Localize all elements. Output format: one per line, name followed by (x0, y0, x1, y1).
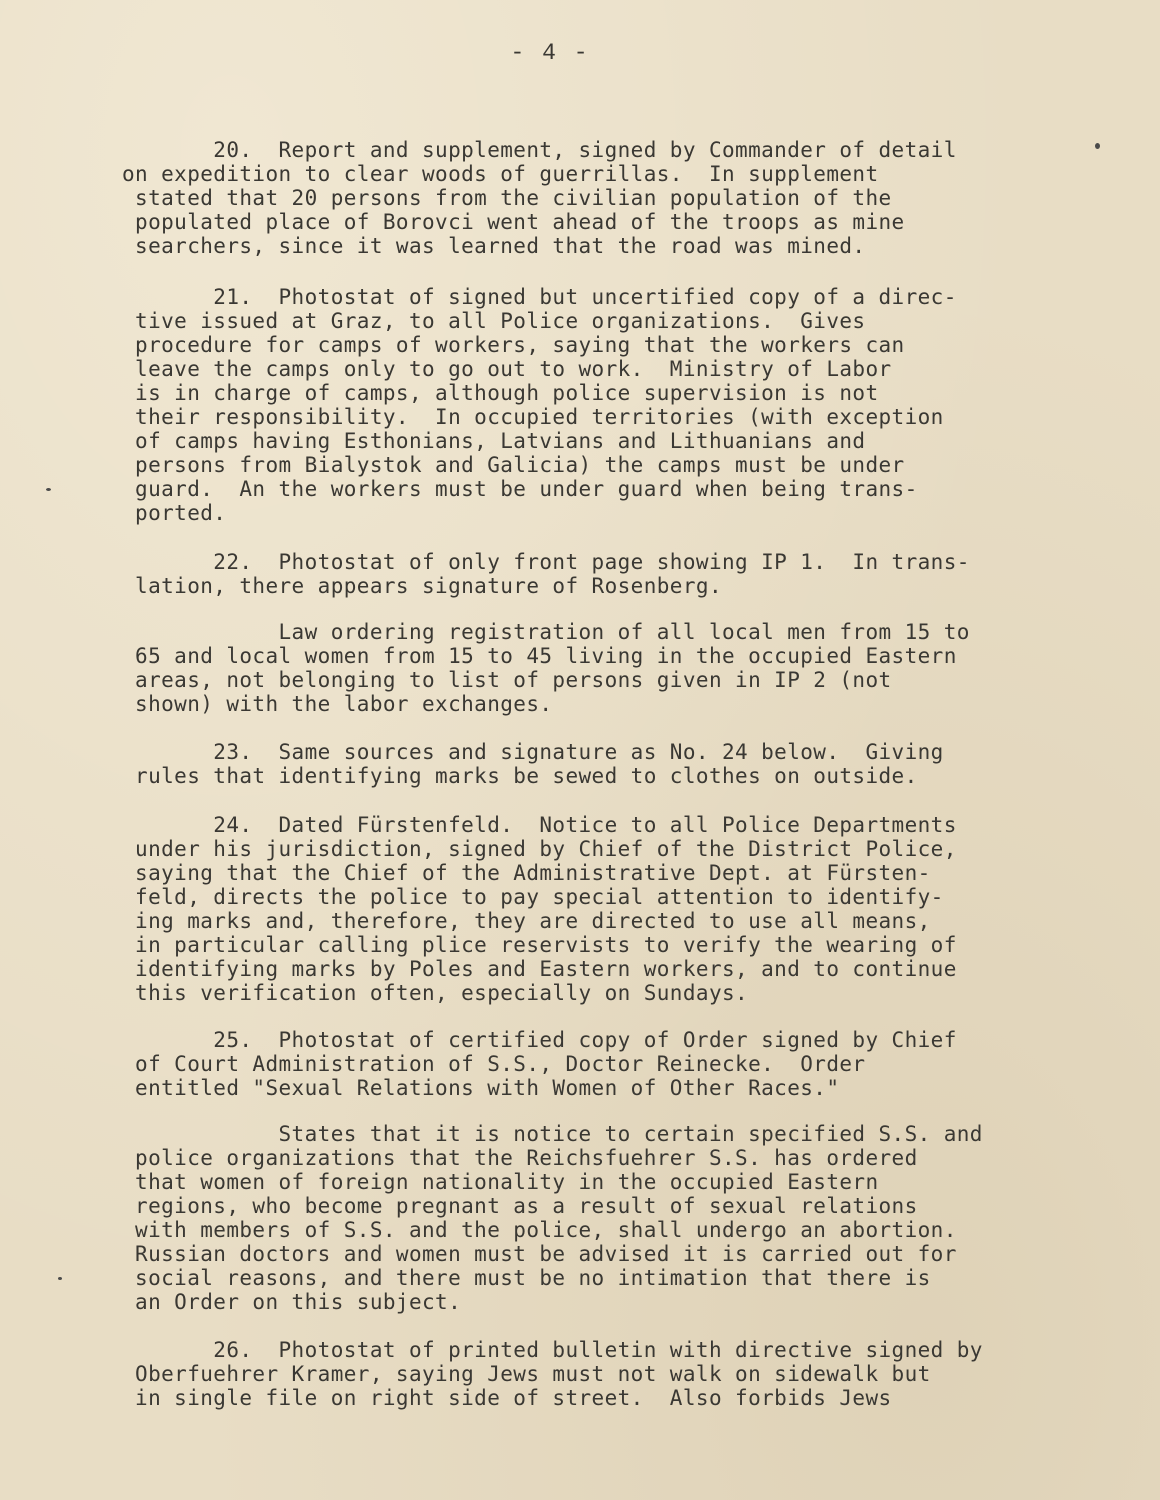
item-26-paragraph: 26. Photostat of printed bulletin with directive signed by Oberfuehrer Kramer, saying Jews must not walk on sidewalk but in single file on right side of street. Also forbids Jews (135, 1338, 983, 1410)
item-21-paragraph: 21. Photostat of signed but uncertified copy of a direc- tive issued at Graz, to all Police organizations. Gives procedure for camps of workers, saying that the workers can leave the camps only to go out to work. Ministry of Labor is in charge of camps, although police supervision is not their responsibility. In occupied territories (with exception of camps having Esthonians, Latvians and Lithuanians and persons from Bialystok and Galicia) the camps must be under guard. An the workers must be under guard when being trans- ported. (135, 285, 957, 525)
item-22-law-paragraph: Law ordering registration of all local men from 15 to 65 and local women from 15 to 45 living in the occupied Eastern areas, not belonging to list of persons given in IP 2 (not shown) with the labor exchanges. (135, 620, 970, 716)
item-25-states-paragraph: States that it is notice to certain specified S.S. and police organizations that the Reichsfuehrer S.S. has ordered that women of foreign nationality in the occupied Eastern regions, who become pregnant as a result of sexual relations with members of S.S. and the police, shall undergo an abortion. Russian doctors and women must be advised it is carried out for social reasons, and there must be no intimation that there is an Order on this subject. (135, 1122, 983, 1314)
paper-speck (58, 1277, 62, 1280)
item-20-paragraph: 20. Report and supplement, signed by Commander of detail on expedition to clear woods of guerrillas. In supplement stated that 20 persons from the civilian population of the populated place of Borovci went ahead of the troops as mine searchers, since it was learned that the road was mined. (122, 138, 957, 258)
item-22-paragraph: 22. Photostat of only front page showing IP 1. In trans- lation, there appears signature of Rosenberg. (135, 550, 970, 598)
page-number: - 4 - (510, 40, 590, 66)
item-25-paragraph: 25. Photostat of certified copy of Order signed by Chief of Court Administration of S.S., Doctor Reinecke. Order entitled "Sexual Relations with Women of Other Races." (135, 1028, 957, 1100)
item-23-paragraph: 23. Same sources and signature as No. 24 below. Giving rules that identifying marks be sewed to clothes on outside. (135, 740, 944, 788)
item-24-paragraph: 24. Dated Fürstenfeld. Notice to all Police Departments under his jurisdiction, signed by Chief of the District Police, saying that the Chief of the Administrative Dept. at Fürsten- feld, directs the police to pay special attention to identify- ing marks and, therefore, they are directed to use all means, in particular calling plice reservists to verify the wearing of identifying marks by Poles and Eastern workers, and to continue this verification often, especially on Sundays. (135, 813, 957, 1005)
paper-speck (46, 488, 51, 491)
paper-speck (1095, 143, 1100, 149)
